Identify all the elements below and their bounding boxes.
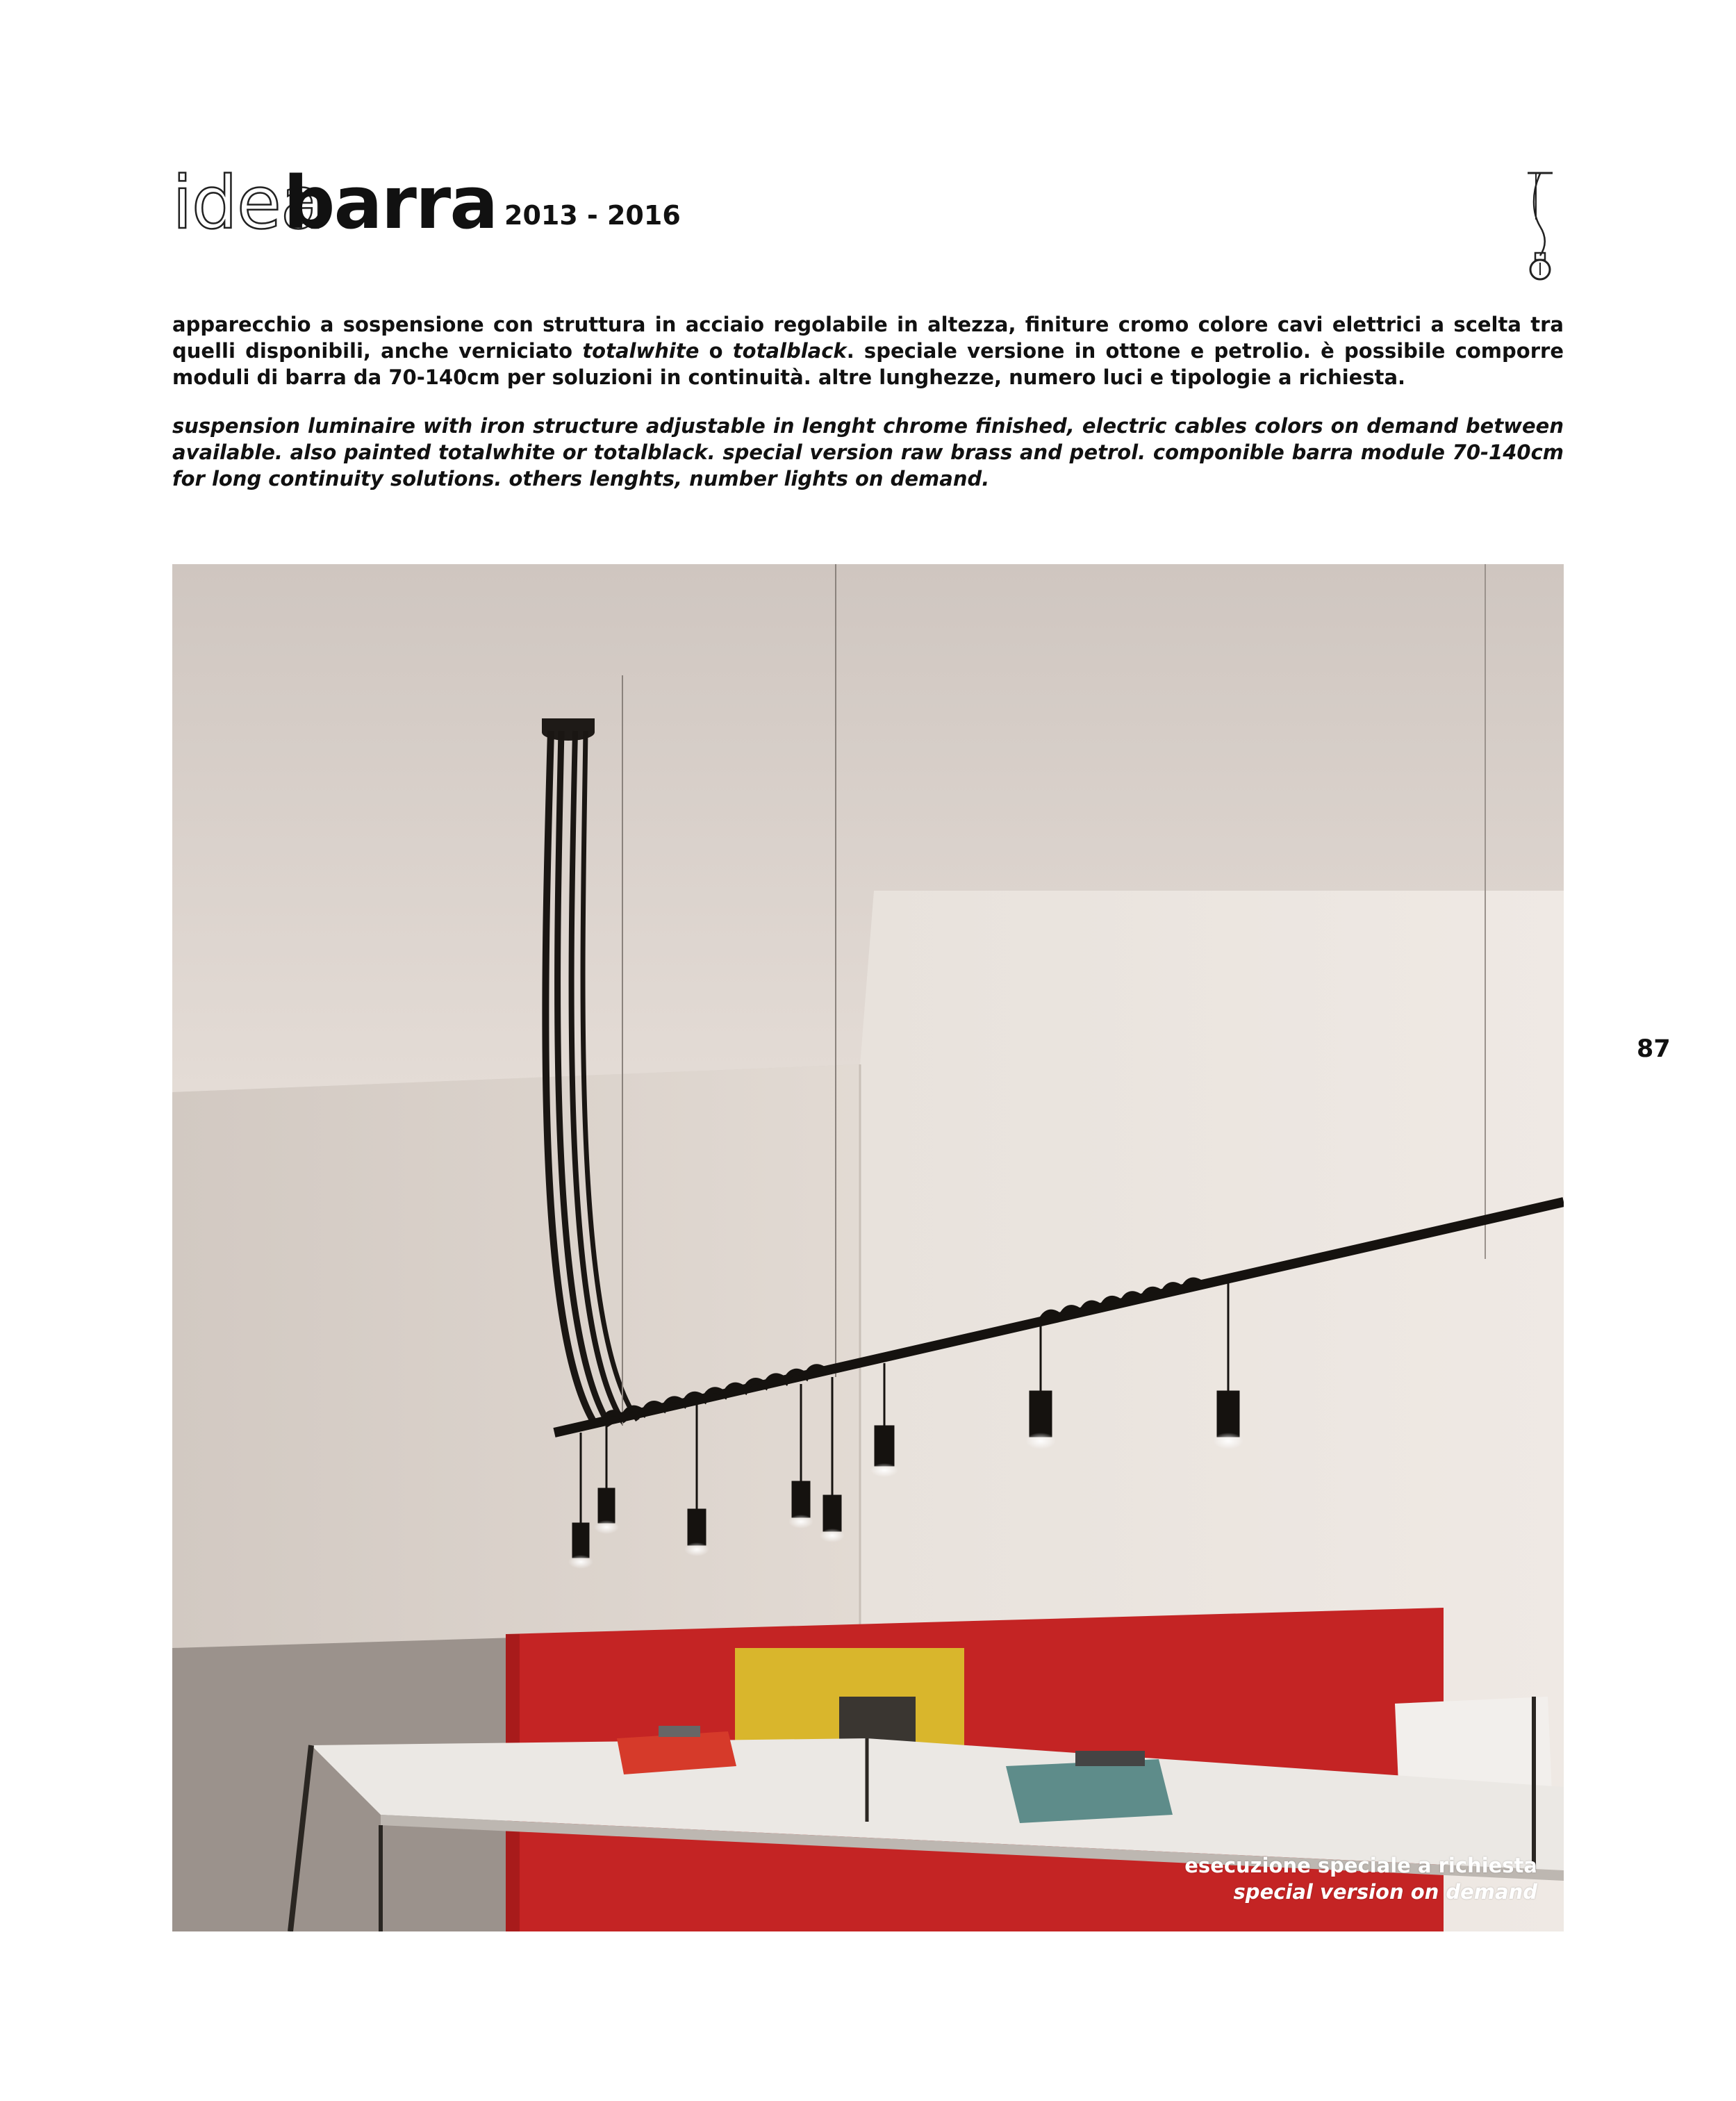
pendant-lamp-icon — [1525, 171, 1555, 282]
finish-totalblack: totalblack — [732, 339, 847, 363]
title-idea: idea — [172, 160, 324, 245]
page-number: 87 — [1637, 1035, 1671, 1063]
product-photo — [172, 564, 1564, 1931]
description-english: suspension luminaire with iron structure adjustable in lenght chrome finished, electric cables colors on demand between available. also painted totalwhite or totalblack. special version raw brass and petrol. componible barra module 70-140cm for long continuity solutions. others lenghts, number lights on demand. — [172, 414, 1564, 491]
production-years: 2013 - 2016 — [504, 200, 681, 231]
photo-caption — [1184, 1852, 1537, 1905]
description-italian: apparecchio a sospensione con struttura in acciaio regolabile in altezza, finiture cromo colore cavi elettrici a scelta tra quelli disponibili, anche verniciato totalwhite o totalblack. speciale versione in ottone e petrolio. è possibile comporre moduli di barra da 70-140cm per soluzioni in continuità. altre lunghezze, numero luci e tipologie a richiesta. — [172, 313, 1564, 389]
caption-italian: esecuzione speciale a richiesta — [1184, 1854, 1537, 1877]
finish-totalwhite: totalwhite — [582, 339, 700, 363]
title-barra: barra — [283, 160, 497, 245]
caption-english: special version on demand — [1233, 1880, 1537, 1904]
